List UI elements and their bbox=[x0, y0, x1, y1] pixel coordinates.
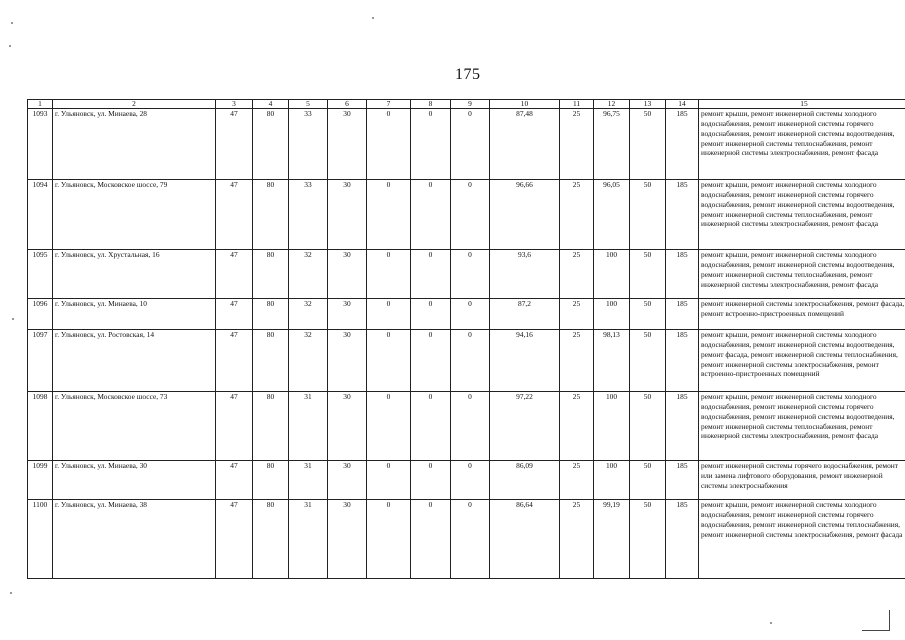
value-cell: 25 bbox=[560, 299, 594, 330]
column-header: 2 bbox=[53, 100, 216, 109]
value-cell: 47 bbox=[216, 330, 253, 392]
address-cell: г. Ульяновск, ул. Минаева, 30 bbox=[53, 461, 216, 500]
value-cell: 30 bbox=[328, 500, 367, 579]
value-cell: 0 bbox=[451, 392, 490, 461]
value-cell: 50 bbox=[630, 500, 666, 579]
column-header: 12 bbox=[594, 100, 630, 109]
register-table bbox=[27, 99, 905, 579]
value-cell: 99,19 bbox=[594, 500, 630, 579]
value-cell: 185 bbox=[666, 461, 699, 500]
row-number: 1097 bbox=[28, 330, 53, 392]
value-cell: 87,2 bbox=[490, 299, 560, 330]
value-cell: 30 bbox=[328, 109, 367, 180]
value-cell: 50 bbox=[630, 109, 666, 180]
works-cell: ремонт крыши, ремонт инженерной системы холодного водоснабжения, ремонт инженерной системы горячего водоснабжения, ремонт инженерной системы теплоснабжения, ремонт инженерной системы электроснабжения, ремонт фасада bbox=[699, 500, 905, 579]
value-cell: 32 bbox=[289, 250, 328, 299]
column-header: 15 bbox=[699, 100, 905, 109]
value-cell: 0 bbox=[451, 461, 490, 500]
value-cell: 0 bbox=[367, 461, 411, 500]
value-cell: 33 bbox=[289, 180, 328, 250]
address-cell: г. Ульяновск, ул. Минаева, 28 bbox=[53, 109, 216, 180]
value-cell: 30 bbox=[328, 461, 367, 500]
value-cell: 185 bbox=[666, 299, 699, 330]
value-cell: 32 bbox=[289, 299, 328, 330]
value-cell: 47 bbox=[216, 180, 253, 250]
address-cell: г. Ульяновск, Московское шоссе, 79 bbox=[53, 180, 216, 250]
value-cell: 96,66 bbox=[490, 180, 560, 250]
value-cell: 98,13 bbox=[594, 330, 630, 392]
value-cell: 50 bbox=[630, 180, 666, 250]
value-cell: 30 bbox=[328, 299, 367, 330]
value-cell: 185 bbox=[666, 250, 699, 299]
value-cell: 100 bbox=[594, 392, 630, 461]
value-cell: 31 bbox=[289, 500, 328, 579]
table-row bbox=[28, 392, 905, 461]
column-header: 8 bbox=[411, 100, 451, 109]
value-cell: 80 bbox=[253, 461, 289, 500]
scan-speck bbox=[9, 45, 11, 47]
value-cell: 185 bbox=[666, 330, 699, 392]
value-cell: 0 bbox=[451, 109, 490, 180]
value-cell: 25 bbox=[560, 330, 594, 392]
value-cell: 86,64 bbox=[490, 500, 560, 579]
works-cell: ремонт инженерной системы горячего водоснабжения, ремонт или замена лифтового оборудования, ремонт инженерной системы электроснабжения bbox=[699, 461, 905, 500]
value-cell: 47 bbox=[216, 500, 253, 579]
value-cell: 0 bbox=[367, 109, 411, 180]
value-cell: 50 bbox=[630, 250, 666, 299]
value-cell: 50 bbox=[630, 461, 666, 500]
value-cell: 25 bbox=[560, 392, 594, 461]
value-cell: 80 bbox=[253, 392, 289, 461]
value-cell: 185 bbox=[666, 500, 699, 579]
table-row bbox=[28, 180, 905, 250]
value-cell: 80 bbox=[253, 500, 289, 579]
value-cell: 0 bbox=[411, 109, 451, 180]
value-cell: 0 bbox=[367, 500, 411, 579]
value-cell: 50 bbox=[630, 330, 666, 392]
value-cell: 50 bbox=[630, 299, 666, 330]
address-cell: г. Ульяновск, ул. Минаева, 10 bbox=[53, 299, 216, 330]
value-cell: 25 bbox=[560, 500, 594, 579]
table-row bbox=[28, 330, 905, 392]
column-header: 9 bbox=[451, 100, 490, 109]
address-cell: г. Ульяновск, ул. Хрустальная, 16 bbox=[53, 250, 216, 299]
value-cell: 50 bbox=[630, 392, 666, 461]
table-row bbox=[28, 299, 905, 330]
column-header: 3 bbox=[216, 100, 253, 109]
works-cell: ремонт крыши, ремонт инженерной системы холодного водоснабжения, ремонт инженерной системы горячего водоснабжения, ремонт инженерной системы водоотведения, ремонт инженерной системы теплоснабжения, ремонт инженерной системы электроснабжения, ремонт фасада bbox=[699, 392, 905, 461]
row-number: 1094 bbox=[28, 180, 53, 250]
value-cell: 33 bbox=[289, 109, 328, 180]
value-cell: 0 bbox=[411, 250, 451, 299]
works-cell: ремонт крыши, ремонт инженерной системы холодного водоснабжения, ремонт инженерной системы горячего водоснабжения, ремонт инженерной системы водоотведения, ремонт инженерной системы теплоснабжения, ремонт инженерной системы электроснабжения, ремонт фасада bbox=[699, 109, 905, 180]
value-cell: 0 bbox=[451, 299, 490, 330]
value-cell: 185 bbox=[666, 109, 699, 180]
value-cell: 0 bbox=[451, 330, 490, 392]
value-cell: 93,6 bbox=[490, 250, 560, 299]
works-cell: ремонт крыши, ремонт инженерной системы холодного водоснабжения, ремонт инженерной системы водоотведения, ремонт инженерной системы теплоснабжения, ремонт инженерной системы электроснабжения, ремонт фасада bbox=[699, 250, 905, 299]
value-cell: 96,05 bbox=[594, 180, 630, 250]
value-cell: 25 bbox=[560, 109, 594, 180]
value-cell: 87,48 bbox=[490, 109, 560, 180]
value-cell: 30 bbox=[328, 180, 367, 250]
value-cell: 0 bbox=[411, 461, 451, 500]
crop-mark bbox=[889, 610, 890, 631]
table-row bbox=[28, 109, 905, 180]
crop-mark bbox=[862, 630, 889, 631]
row-number: 1098 bbox=[28, 392, 53, 461]
row-number: 1100 bbox=[28, 500, 53, 579]
value-cell: 47 bbox=[216, 299, 253, 330]
value-cell: 80 bbox=[253, 109, 289, 180]
scan-speck bbox=[10, 592, 12, 594]
column-header: 13 bbox=[630, 100, 666, 109]
row-number: 1099 bbox=[28, 461, 53, 500]
value-cell: 47 bbox=[216, 392, 253, 461]
value-cell: 94,16 bbox=[490, 330, 560, 392]
value-cell: 0 bbox=[451, 250, 490, 299]
column-header: 5 bbox=[289, 100, 328, 109]
value-cell: 100 bbox=[594, 299, 630, 330]
value-cell: 80 bbox=[253, 250, 289, 299]
column-header: 14 bbox=[666, 100, 699, 109]
value-cell: 185 bbox=[666, 180, 699, 250]
table-row bbox=[28, 250, 905, 299]
value-cell: 25 bbox=[560, 180, 594, 250]
works-cell: ремонт крыши, ремонт инженерной системы холодного водоснабжения, ремонт инженерной системы горячего водоснабжения, ремонт инженерной системы водоотведения, ремонт инженерной системы теплоснабжения, ремонт инженерной системы электроснабжения, ремонт фасада bbox=[699, 180, 905, 250]
page-number: 175 bbox=[455, 66, 481, 83]
value-cell: 185 bbox=[666, 392, 699, 461]
value-cell: 0 bbox=[411, 330, 451, 392]
column-header: 11 bbox=[560, 100, 594, 109]
table-body bbox=[28, 109, 905, 579]
column-header: 4 bbox=[253, 100, 289, 109]
value-cell: 100 bbox=[594, 461, 630, 500]
column-header: 7 bbox=[367, 100, 411, 109]
value-cell: 31 bbox=[289, 392, 328, 461]
works-cell: ремонт крыши, ремонт инженерной системы холодного водоснабжения, ремонт инженерной системы водоотведения, ремонт фасада, ремонт инженерной системы теплоснабжения, ремонт инженерной системы электроснабжения, ремонт встроенно-пристроенных помещений bbox=[699, 330, 905, 392]
value-cell: 0 bbox=[411, 180, 451, 250]
value-cell: 0 bbox=[411, 392, 451, 461]
value-cell: 0 bbox=[411, 299, 451, 330]
column-header: 6 bbox=[328, 100, 367, 109]
column-header: 1 bbox=[28, 100, 53, 109]
value-cell: 86,09 bbox=[490, 461, 560, 500]
value-cell: 30 bbox=[328, 392, 367, 461]
address-cell: г. Ульяновск, ул. Ростовская, 14 bbox=[53, 330, 216, 392]
value-cell: 47 bbox=[216, 250, 253, 299]
value-cell: 96,75 bbox=[594, 109, 630, 180]
value-cell: 0 bbox=[451, 500, 490, 579]
value-cell: 0 bbox=[367, 392, 411, 461]
value-cell: 0 bbox=[367, 250, 411, 299]
value-cell: 25 bbox=[560, 250, 594, 299]
value-cell: 25 bbox=[560, 461, 594, 500]
column-header: 10 bbox=[490, 100, 560, 109]
table-row bbox=[28, 461, 905, 500]
value-cell: 0 bbox=[367, 299, 411, 330]
value-cell: 30 bbox=[328, 250, 367, 299]
value-cell: 80 bbox=[253, 180, 289, 250]
scan-speck bbox=[12, 318, 14, 320]
row-number: 1095 bbox=[28, 250, 53, 299]
address-cell: г. Ульяновск, Московское шоссе, 73 bbox=[53, 392, 216, 461]
scan-speck bbox=[770, 622, 772, 624]
works-cell: ремонт инженерной системы электроснабжения, ремонт фасада, ремонт встроенно-пристроенных помещений bbox=[699, 299, 905, 330]
table-row bbox=[28, 500, 905, 579]
column-number-row bbox=[28, 100, 905, 109]
row-number: 1093 bbox=[28, 109, 53, 180]
value-cell: 0 bbox=[451, 180, 490, 250]
address-cell: г. Ульяновск, ул. Минаева, 38 bbox=[53, 500, 216, 579]
value-cell: 30 bbox=[328, 330, 367, 392]
value-cell: 31 bbox=[289, 461, 328, 500]
value-cell: 80 bbox=[253, 299, 289, 330]
value-cell: 100 bbox=[594, 250, 630, 299]
row-number: 1096 bbox=[28, 299, 53, 330]
value-cell: 47 bbox=[216, 109, 253, 180]
value-cell: 97,22 bbox=[490, 392, 560, 461]
value-cell: 47 bbox=[216, 461, 253, 500]
value-cell: 0 bbox=[367, 330, 411, 392]
value-cell: 80 bbox=[253, 330, 289, 392]
scan-speck bbox=[11, 22, 13, 24]
scan-speck bbox=[372, 17, 374, 19]
value-cell: 0 bbox=[367, 180, 411, 250]
value-cell: 32 bbox=[289, 330, 328, 392]
value-cell: 0 bbox=[411, 500, 451, 579]
